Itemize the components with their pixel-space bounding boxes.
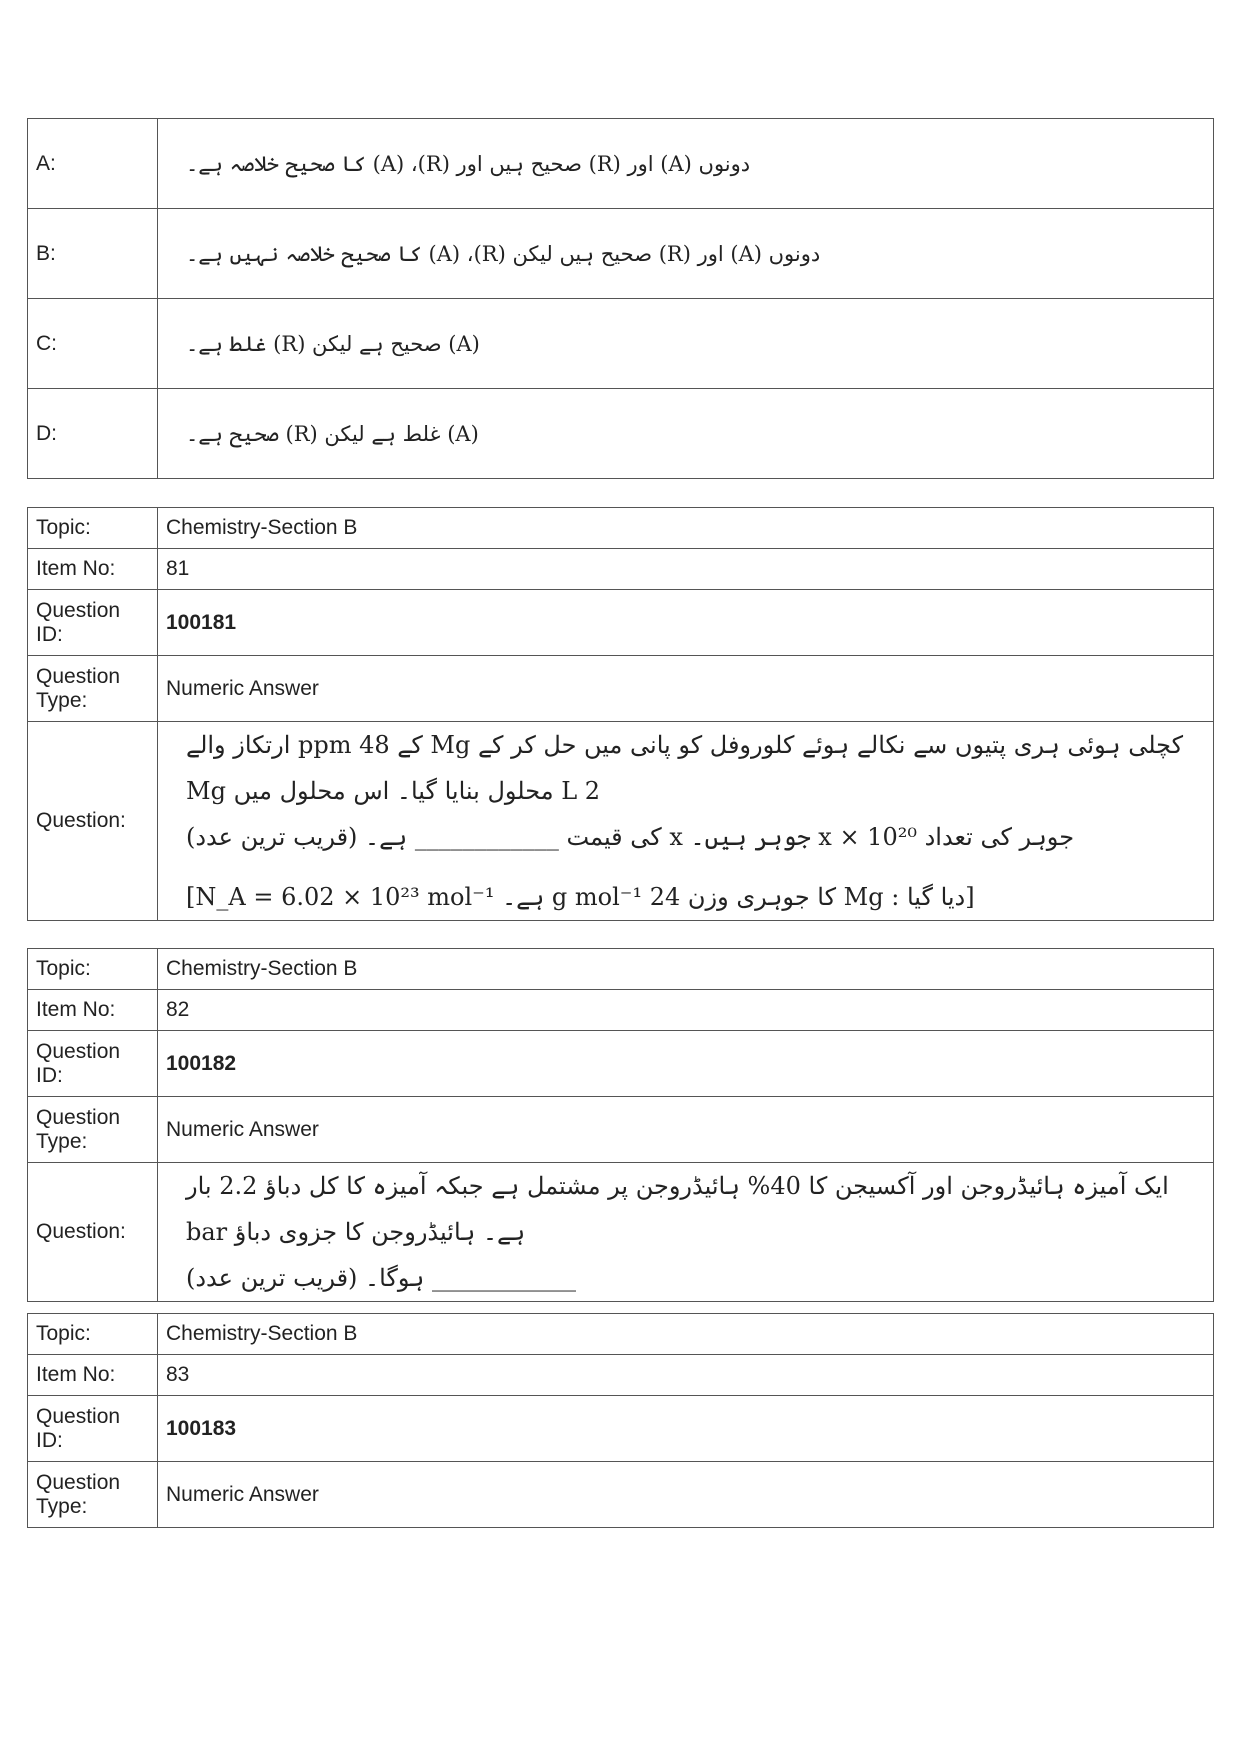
question-line: ____________ ہوگا۔ (قریب ترین عدد) xyxy=(186,1264,576,1292)
option-text: دونوں (A) اور (R) صحیح ہیں لیکن (R)، (A) کا صحیح خلاصہ نہیں ہے۔ xyxy=(158,209,1214,299)
options-table xyxy=(27,118,1214,479)
question-line: [دیا گیا : Mg کا جوہری وزن 24 g mol⁻¹ ہے۔ N_A = 6.02 × 10²³ mol⁻¹] xyxy=(186,883,975,911)
option-row-d xyxy=(28,389,1214,479)
option-label: B: xyxy=(28,209,158,299)
question-type-label: Question Type: xyxy=(28,1097,158,1163)
option-text: (A) غلط ہے لیکن (R) صحیح ہے۔ xyxy=(158,389,1214,479)
question-line: جوہر کی تعداد x × 10²⁰ جوہر ہیں۔ x کی قیمت ____________ ہے۔ (قریب ترین عدد) xyxy=(186,823,1075,851)
item-no-label: Item No: xyxy=(28,990,158,1031)
option-label: A: xyxy=(28,119,158,209)
item-no-label: Item No: xyxy=(28,1355,158,1396)
question-table-81 xyxy=(27,507,1214,921)
option-label: D: xyxy=(28,389,158,479)
question-label: Question: xyxy=(28,1163,158,1302)
topic-value: Chemistry-Section B xyxy=(158,508,1214,549)
question-line: کچلی ہوئی ہری پتیوں سے نکالے ہوئے کلوروفل کو پانی میں حل کر کے Mg کے 48 ppm ارتکاز والے 2 L محلول بنایا گیا۔ اس محلول میں Mg xyxy=(186,731,1184,805)
option-label: C: xyxy=(28,299,158,389)
question-id-label: Question ID: xyxy=(28,590,158,656)
question-text xyxy=(158,722,1214,921)
question-type-value: Numeric Answer xyxy=(158,1462,1214,1528)
item-no-value: 82 xyxy=(158,990,1214,1031)
question-id-label: Question ID: xyxy=(28,1031,158,1097)
question-id-value: 100183 xyxy=(158,1396,1214,1462)
item-no-label: Item No: xyxy=(28,549,158,590)
question-id-value: 100181 xyxy=(158,590,1214,656)
question-table-83 xyxy=(27,1313,1214,1528)
topic-label: Topic: xyxy=(28,508,158,549)
question-type-label: Question Type: xyxy=(28,656,158,722)
question-type-label: Question Type: xyxy=(28,1462,158,1528)
question-id-value: 100182 xyxy=(158,1031,1214,1097)
option-row-b xyxy=(28,209,1214,299)
topic-value: Chemistry-Section B xyxy=(158,949,1214,990)
topic-label: Topic: xyxy=(28,1314,158,1355)
item-no-value: 81 xyxy=(158,549,1214,590)
topic-label: Topic: xyxy=(28,949,158,990)
option-row-a xyxy=(28,119,1214,209)
question-text xyxy=(158,1163,1214,1302)
option-text: (A) صحیح ہے لیکن (R) غلط ہے۔ xyxy=(158,299,1214,389)
option-row-c xyxy=(28,299,1214,389)
question-line: ایک آمیزہ ہائیڈروجن اور آکسیجن کا 40% ہائیڈروجن پر مشتمل ہے جبکہ آمیزہ کا کل دباؤ 2.2 بار ہے۔ ہائیڈروجن کا جزوی دباؤ bar xyxy=(186,1172,1169,1246)
option-text: دونوں (A) اور (R) صحیح ہیں اور (R)، (A) کا صحیح خلاصہ ہے۔ xyxy=(158,119,1214,209)
question-type-value: Numeric Answer xyxy=(158,656,1214,722)
question-type-value: Numeric Answer xyxy=(158,1097,1214,1163)
question-label: Question: xyxy=(28,722,158,921)
item-no-value: 83 xyxy=(158,1355,1214,1396)
topic-value: Chemistry-Section B xyxy=(158,1314,1214,1355)
question-table-82 xyxy=(27,948,1214,1302)
question-id-label: Question ID: xyxy=(28,1396,158,1462)
